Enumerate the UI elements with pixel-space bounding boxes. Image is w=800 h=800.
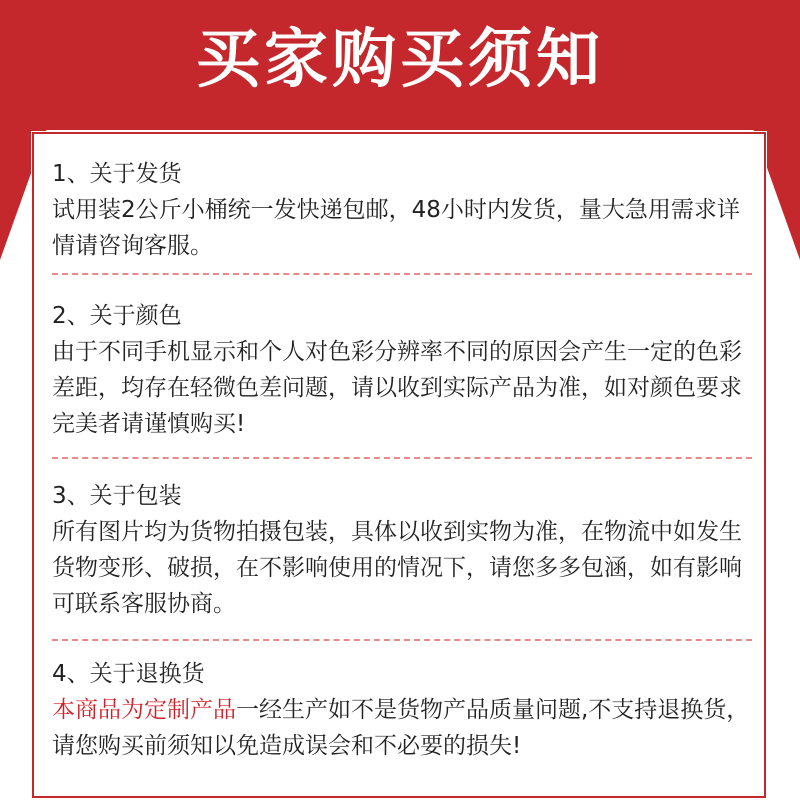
notice-panel [32,132,766,798]
section-heading: 3、关于包装 [52,483,182,509]
section-body [52,692,752,764]
returns-policy-text: 一经生产如不是货物产品质量问题,不支持退换货，请您购买前须知以免造成误会和不必要的损失! [52,697,750,759]
section-body: 所有图片均为货物拍摄包装，具体以收到实物为准，在物流中如发生货物变形、破损，在不影响使用的情况下，请您多多包涵，如有影响可联系客服协商。 [52,519,742,617]
section-body: 由于不同手机显示和个人对色彩分辨率不同的原因会产生一定的色彩差距，均存在轻微色差问题，请以收到实际产品为准，如对颜色要求完美者请谨慎购买! [52,339,742,437]
page-title: 买家购买须知 [196,23,604,97]
section-returns [52,656,752,764]
section-shipping [52,156,752,264]
custom-product-notice: 本商品为定制产品 [52,697,236,723]
section-heading: 2、关于颜色 [52,303,182,329]
section-divider [52,273,752,275]
section-heading: 4、关于退换货 [52,661,205,687]
section-body: 试用装2公斤小桶统一发快递包邮，48小时内发货，量大急用需求详情请咨询客服。 [52,197,740,259]
section-color [52,298,752,442]
section-divider [52,457,752,459]
section-heading: 1、关于发货 [52,161,182,187]
section-divider [52,639,752,641]
section-packaging [52,478,752,622]
